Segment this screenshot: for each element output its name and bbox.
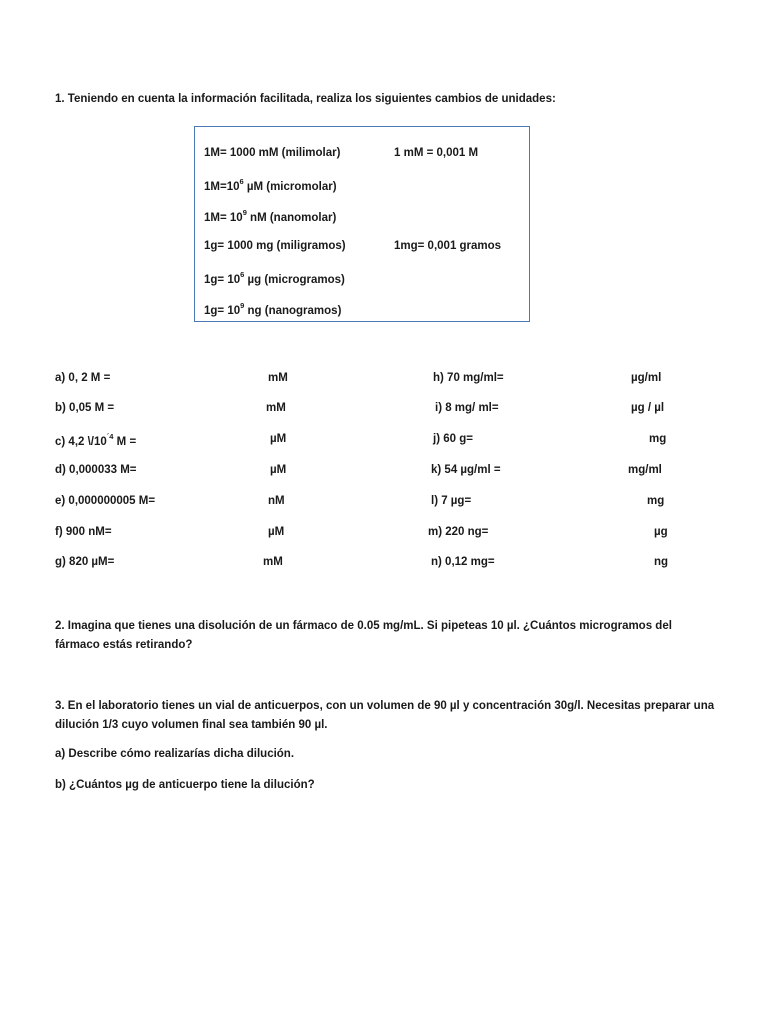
- exercise-c-unit: µM: [270, 433, 287, 445]
- exercise-l-unit: mg: [647, 495, 665, 507]
- exercise-b-unit: mM: [266, 402, 286, 414]
- exercise-e-label: e) 0,000000005 M=: [55, 495, 156, 507]
- exercise-e-unit: nM: [268, 495, 285, 507]
- exercise-g-unit: mM: [263, 556, 283, 568]
- exercise-b-label: b) 0,05 M =: [55, 402, 115, 414]
- exercise-d-label: d) 0,000033 M=: [55, 464, 137, 476]
- exercise-i-unit: µg / µl: [631, 402, 665, 414]
- exercise-a-label: a) 0, 2 M =: [55, 372, 111, 384]
- ref-m-to-mm: 1M= 1000 mM (milimolar): [204, 147, 341, 159]
- ref-m-to-nm: $1M= 10^9$ nM (nanomolar): [204, 208, 337, 224]
- exercise-i-label: i) 8 mg/ ml=: [435, 402, 499, 414]
- question-3-text: 3. En el laboratorio tienes un vial de anticuerpos, con un volumen de 90 µl y concentración 30g/l. Necesitas preparar una dilución 1/3 cuyo volumen final sea también 90 µl.: [55, 700, 715, 731]
- exercise-h-label: h) 70 mg/ml=: [433, 372, 504, 384]
- question-3a-text: a) Describe cómo realizarías dicha dilución.: [55, 748, 295, 760]
- exercise-h-unit: µg/ml: [631, 372, 662, 384]
- question-1-title: 1. Teniendo en cuenta la información facilitada, realiza los siguientes cambios de unidades:: [55, 93, 556, 105]
- exercise-d-unit: µM: [270, 464, 287, 476]
- exercise-c-label: c) 4,2 $\backslash/10^{´4}$ M =: [55, 432, 137, 448]
- ref-g-to-mg: 1g= 1000 mg (miligramos): [204, 240, 346, 252]
- exercise-a-unit: mM: [268, 372, 288, 384]
- ref-g-to-ng: $1g= 10^9$ ng (nanogramos): [204, 301, 342, 317]
- exercise-l-label: l) 7 µg=: [431, 495, 472, 507]
- exercise-f-unit: µM: [268, 526, 285, 538]
- exercise-m-unit: µg: [654, 526, 668, 538]
- ref-mm-to-m: 1 mM = 0,001 M: [394, 147, 479, 159]
- exercise-k-unit: mg/ml: [628, 464, 662, 476]
- exercise-n-unit: ng: [654, 556, 669, 568]
- ref-g-to-ug: $1g= 10^6$ µg (microgramos): [204, 270, 345, 286]
- exercise-k-label: k) 54 µg/ml =: [431, 464, 501, 476]
- ref-m-to-um: $1M=10^6$ µM (micromolar): [204, 177, 337, 193]
- exercise-n-label: n) 0,12 mg=: [431, 556, 495, 568]
- exercise-m-label: m) 220 ng=: [428, 526, 489, 538]
- exercise-j-unit: mg: [649, 433, 667, 445]
- question-2-text: 2. Imagina que tienes una disolución de un fármaco de 0.05 mg/mL. Si pipeteas 10 µl. ¿Cuántos microgramos del fármaco estás retirando?: [55, 620, 672, 651]
- exercise-f-label: f) 900 nM=: [55, 526, 112, 538]
- exercise-j-label: j) 60 g=: [433, 433, 473, 445]
- exercise-g-label: g) 820 µM=: [55, 556, 115, 568]
- ref-mg-to-g: 1mg= 0,001 gramos: [394, 240, 502, 252]
- question-3b-text: b) ¿Cuántos µg de anticuerpo tiene la dilución?: [55, 779, 315, 791]
